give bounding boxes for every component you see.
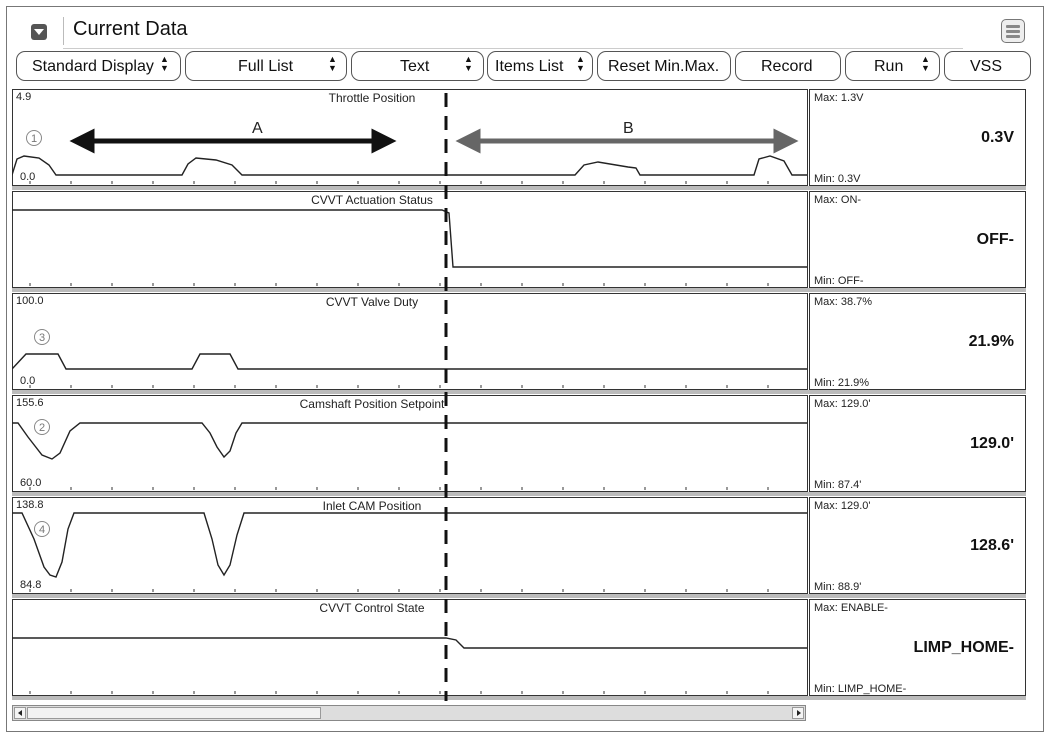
chart-title: CVVT Valve Duty <box>325 295 419 309</box>
updown-arrow-icon: ▲ ▼ <box>328 54 337 73</box>
side-current-value: LIMP_HOME- <box>913 639 1014 656</box>
side-max: Max: ON- <box>814 194 862 206</box>
side-min: Min: 87.4' <box>814 479 862 491</box>
side-current-value: 128.6' <box>970 537 1014 554</box>
side-min: Min: 88.9' <box>814 581 862 593</box>
graph-area <box>12 89 1026 701</box>
updown-arrow-icon: ▲ ▼ <box>921 54 930 73</box>
marker-number: 2 <box>38 422 46 434</box>
side-max: Max: 129.0' <box>814 398 871 410</box>
standard-display-label: Standard Display <box>32 58 154 75</box>
updown-arrow-icon: ▲ ▼ <box>464 54 473 73</box>
y-min-label: 0.0 <box>20 171 36 183</box>
vss-label: VSS <box>970 58 1003 75</box>
collapse-icon[interactable] <box>31 24 47 40</box>
y-max-label: 138.8 <box>16 499 44 511</box>
updown-arrow-icon: ▲ ▼ <box>576 54 585 73</box>
panel-5 <box>12 498 1026 599</box>
record-label: Record <box>761 58 813 75</box>
chart-title: Throttle Position <box>328 91 416 105</box>
y-min-label: 0.0 <box>20 375 36 387</box>
side-min: Min: LIMP_HOME- <box>814 683 907 695</box>
marker-number: 1 <box>30 133 38 145</box>
panel-divider <box>12 696 1026 700</box>
horizontal-scrollbar[interactable] <box>12 705 806 721</box>
scroll-thumb[interactable] <box>27 707 321 719</box>
range-a-label: A <box>252 120 263 137</box>
side-min: Min: 0.3V <box>814 173 861 185</box>
panel-3 <box>12 294 1026 395</box>
scroll-left-icon[interactable] <box>14 707 26 719</box>
menu-icon[interactable] <box>1001 19 1025 43</box>
chart-title: CVVT Actuation Status <box>311 193 433 207</box>
side-current-value: 0.3V <box>981 129 1014 146</box>
side-max: Max: 38.7% <box>814 296 873 308</box>
y-min-label: 60.0 <box>20 477 42 489</box>
chart-title: CVVT Control State <box>319 601 425 615</box>
side-max: Max: 1.3V <box>814 92 864 104</box>
run-select[interactable] <box>845 51 940 81</box>
panel-divider <box>12 186 1026 190</box>
chart-title: Inlet CAM Position <box>322 499 422 513</box>
full-list-label: Full List <box>238 58 294 75</box>
standard-display-select[interactable] <box>16 51 181 81</box>
items-list-select[interactable] <box>487 51 593 81</box>
marker-number: 4 <box>38 524 46 536</box>
panel-divider <box>12 492 1026 496</box>
marker-number: 3 <box>38 332 46 344</box>
text-select[interactable] <box>351 51 484 81</box>
full-list-select[interactable] <box>185 51 347 81</box>
panel-divider <box>12 594 1026 598</box>
panel-divider <box>12 288 1026 292</box>
panel-divider <box>12 390 1026 394</box>
side-max: Max: 129.0' <box>814 500 871 512</box>
y-max-label: 4.9 <box>16 91 32 103</box>
reset-minmax-button[interactable] <box>597 51 731 81</box>
side-max: Max: ENABLE- <box>814 602 888 614</box>
side-current-value: 21.9% <box>968 333 1014 350</box>
reset-minmax-label: Reset Min.Max. <box>608 58 720 75</box>
header-bar <box>7 7 1043 51</box>
side-min: Min: OFF- <box>814 275 864 287</box>
panel-6 <box>12 600 1026 701</box>
items-list-label: Items List <box>495 58 564 75</box>
text-label: Text <box>400 58 430 75</box>
graphs-svg <box>12 89 1026 701</box>
page-title: Current Data <box>73 18 188 40</box>
y-max-label: 155.6 <box>16 397 44 409</box>
side-min: Min: 21.9% <box>814 377 870 389</box>
side-current-value: OFF- <box>976 231 1014 248</box>
record-button[interactable] <box>735 51 841 81</box>
panel-2 <box>12 192 1026 293</box>
run-label: Run <box>874 58 904 75</box>
chart-title: Camshaft Position Setpoint <box>299 397 445 411</box>
title-underline <box>63 48 963 49</box>
vss-button[interactable] <box>944 51 1031 81</box>
range-b-label: B <box>623 120 634 137</box>
updown-arrow-icon: ▲ ▼ <box>160 54 169 73</box>
scroll-right-icon[interactable] <box>792 707 804 719</box>
y-max-label: 100.0 <box>16 295 44 307</box>
panel-4 <box>12 396 1026 497</box>
side-current-value: 129.0' <box>970 435 1014 452</box>
title-separator <box>63 17 64 45</box>
y-min-label: 84.8 <box>20 579 42 591</box>
